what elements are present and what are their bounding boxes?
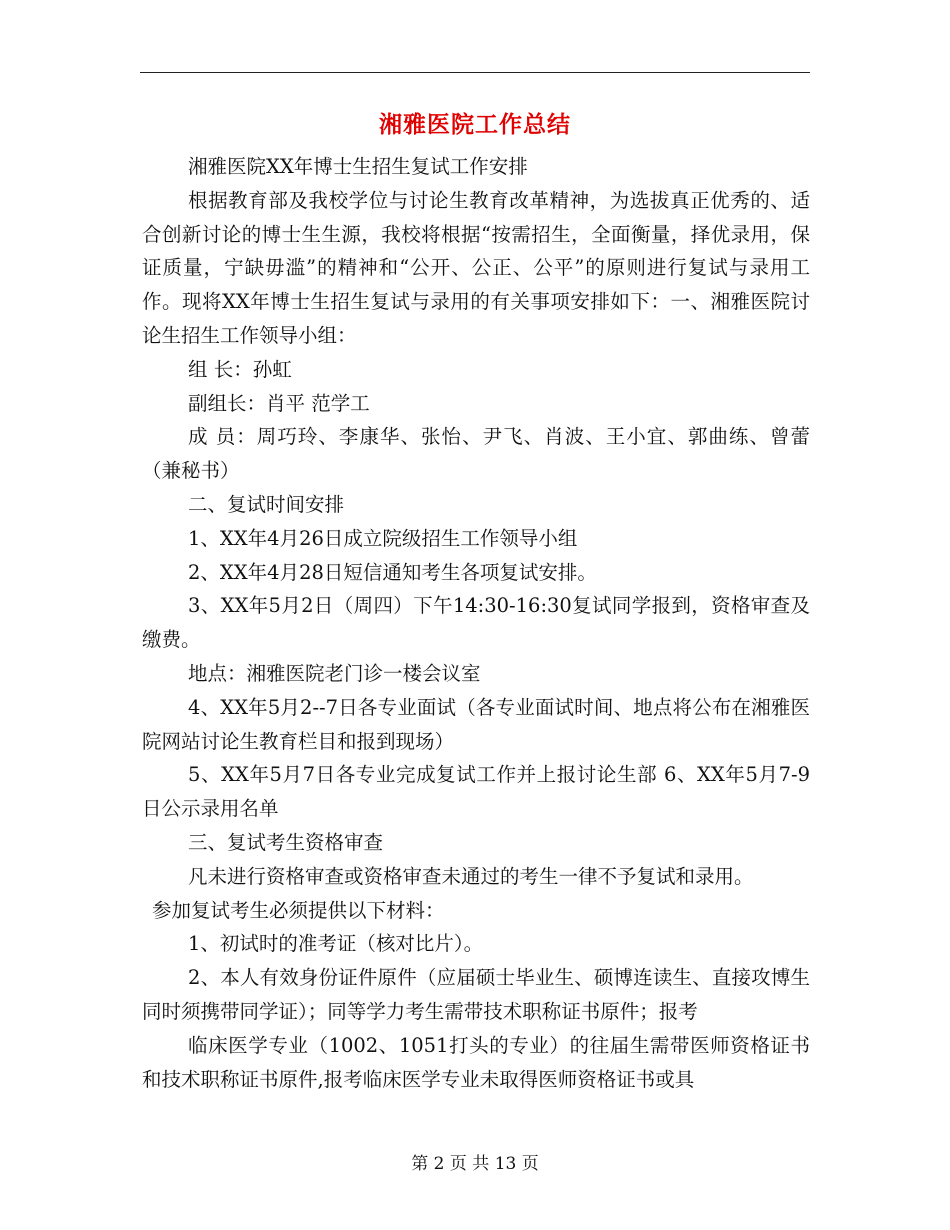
paragraph: 1、XX年4月26日成立院级招生工作领导小组 <box>188 526 578 550</box>
paragraph: 1、初试时的准考证（核对比片）。 <box>188 932 484 956</box>
paragraph: 三、复试考生资格审查 <box>188 830 384 854</box>
document-body <box>142 150 810 1096</box>
document-title: 湘雅医院工作总结 <box>379 111 571 138</box>
paragraph: 组 长：孙虹 <box>188 357 292 381</box>
paragraph: 凡未进行资格审查或资格审查未通过的考生一律不予复试和录用。 <box>188 864 754 888</box>
paragraph: 2、XX年4月28日短信通知考生各项复试安排。 <box>188 560 597 584</box>
paragraph: 二、复试时间安排 <box>188 492 345 516</box>
paragraph: 成 员：周巧玲、李康华、张怡、尹飞、肖波、王小宜、郭曲练、曾蕾（兼秘书） <box>142 425 810 483</box>
paragraph: 3、XX年5月2日（周四）下午14:30-16:30复试同学报到，资格审查及缴费。 <box>142 594 810 652</box>
paragraph: 5、XX年5月7日各专业完成复试工作并上报讨论生部 6、XX年5月7-9日公示录用名单 <box>142 763 810 821</box>
paragraph: 4、XX年5月2--7日各专业面试（各专业面试时间、地点将公布在湘雅医院网站讨论生教育栏目和报到现场） <box>142 695 810 753</box>
paragraph: 副组长：肖平 范学工 <box>188 391 370 415</box>
paragraph: 湘雅医院XX年博士生招生复试工作安排 <box>188 155 528 178</box>
paragraph: 根据教育部及我校学位与讨论生教育改革精神，为选拔真正优秀的、适合创新讨论的博士生生源，我校将根据“按需招生，全面衡量，择优录用，保证质量，宁缺毋滥”的精神和“公开、公正、公平”的原则进行复试与录用工作。现将XX年博士生招生复试与录用的有关事项安排如下：一、湘雅医院讨论生招生工作领导小组： <box>142 188 810 347</box>
paragraph: 临床医学专业（1002、1051打头的专业）的往届生需带医师资格证书和技术职称证书原件,报考临床医学专业未取得医师资格证书或具 <box>142 1033 810 1091</box>
page-number-footer: 第 2 页 共 13 页 <box>411 1154 539 1174</box>
paragraph: 2、本人有效身份证件原件（应届硕士毕业生、硕博连读生、直接攻博生同时须携带同学证）；同等学力考生需带技术职称证书原件；报考 <box>142 966 810 1023</box>
paragraph: 参加复试考生必须提供以下材料： <box>152 898 445 922</box>
paragraph: 地点：湘雅医院老门诊一楼会议室 <box>188 661 481 685</box>
header-rule <box>140 72 810 73</box>
